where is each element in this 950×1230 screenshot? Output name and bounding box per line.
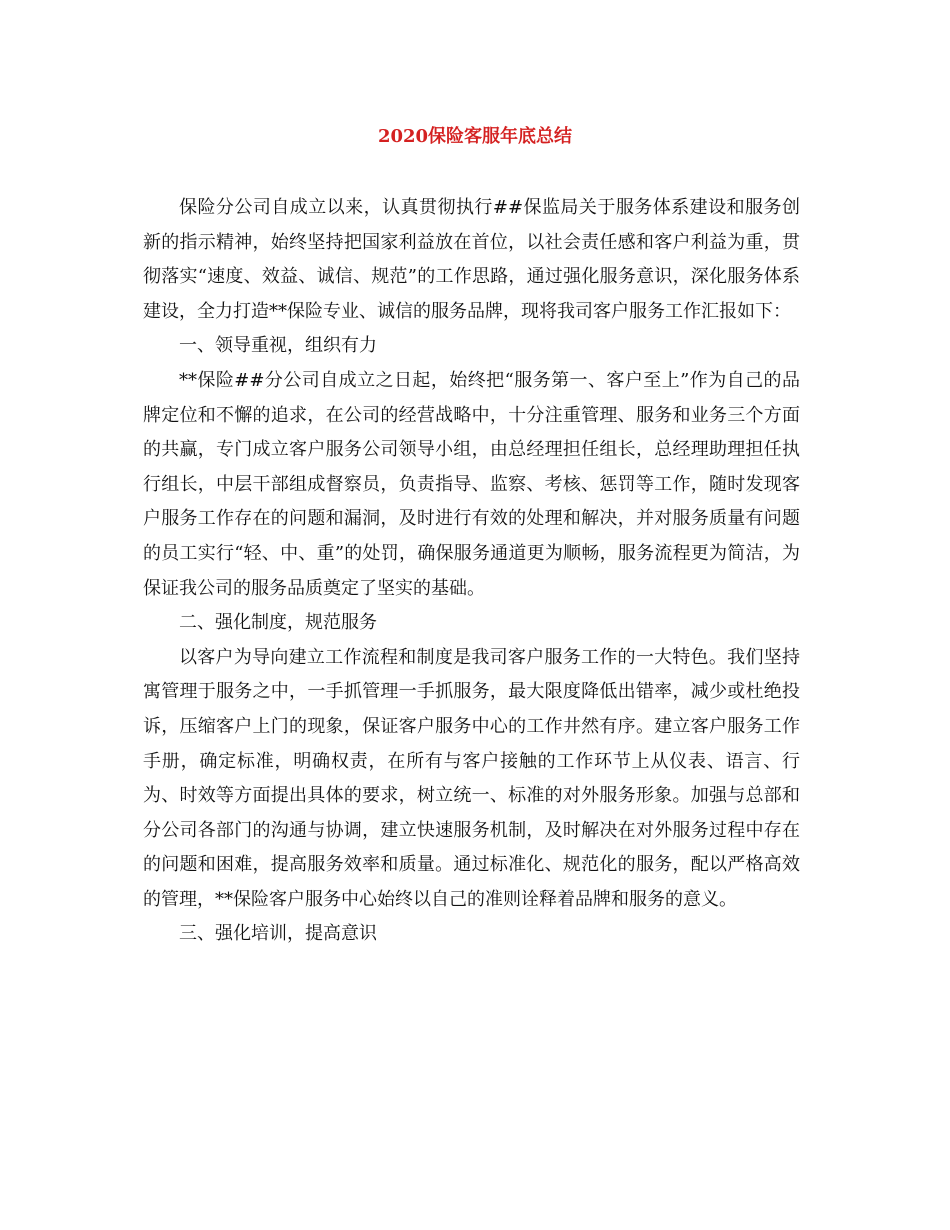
section-2-paragraph: 以客户为导向建立工作流程和制度是我司客户服务工作的一大特色。我们坚持寓管理于服务之中，一手抓管理一手抓服务，最大限度降低出错率，减少或杜绝投诉，压缩客户上门的现象，保证客户服务中心的工作井然有序。建立客户服务工作手册，确定标准，明确权责，在所有与客户接触的工作环节上从仪表、语言、行为、时效等方面提出具体的要求，树立统一、标准的对外服务形象。加强与总部和分公司各部门的沟通与协调，建立快速服务机制，及时解决在对外服务过程中存在的问题和困难，提高服务效率和质量。通过标准化、规范化的服务，配以严格高效的管理，**保险客户服务中心始终以自己的准则诠释着品牌和服务的意义。 (143, 646, 800, 910)
intro-paragraph: 保险分公司自成立以来，认真贯彻执行##保监局关于服务体系建设和服务创新的指示精神，始终坚持把国家利益放在首位，以社会责任感和客户利益为重，贯彻落实“速度、效益、诚信、规范”的工作思路，通过强化服务意识，深化服务体系建设，全力打造**保险专业、诚信的服务品牌，现将我司客户服务工作汇报如下： (143, 197, 800, 322)
section-heading-2: 二、强化制度，规范服务 (179, 612, 377, 634)
document-body (143, 191, 800, 952)
document-title: 2020保险客服年底总结 (377, 126, 573, 147)
section-1-paragraph: **保险##分公司自成立之日起，始终把“服务第一、客户至上”作为自己的品牌定位和不懈的追求，在公司的经营战略中，十分注重管理、服务和业务三个方面的共赢，专门成立客户服务公司领导小组，由总经理担任组长，总经理助理担任执行组长，中层干部组成督察员，负责指导、监察、考核、惩罚等工作，随时发现客户服务工作存在的问题和漏洞，及时进行有效的处理和解决，并对服务质量有问题的员工实行“轻、中、重”的处罚，确保服务通道更为顺畅，服务流程更为简洁，为保证我公司的服务品质奠定了坚实的基础。 (143, 369, 800, 599)
section-heading-3: 三、强化培训，提高意识 (179, 923, 377, 945)
section-heading-1: 一、领导重视，组织有力 (179, 335, 377, 357)
